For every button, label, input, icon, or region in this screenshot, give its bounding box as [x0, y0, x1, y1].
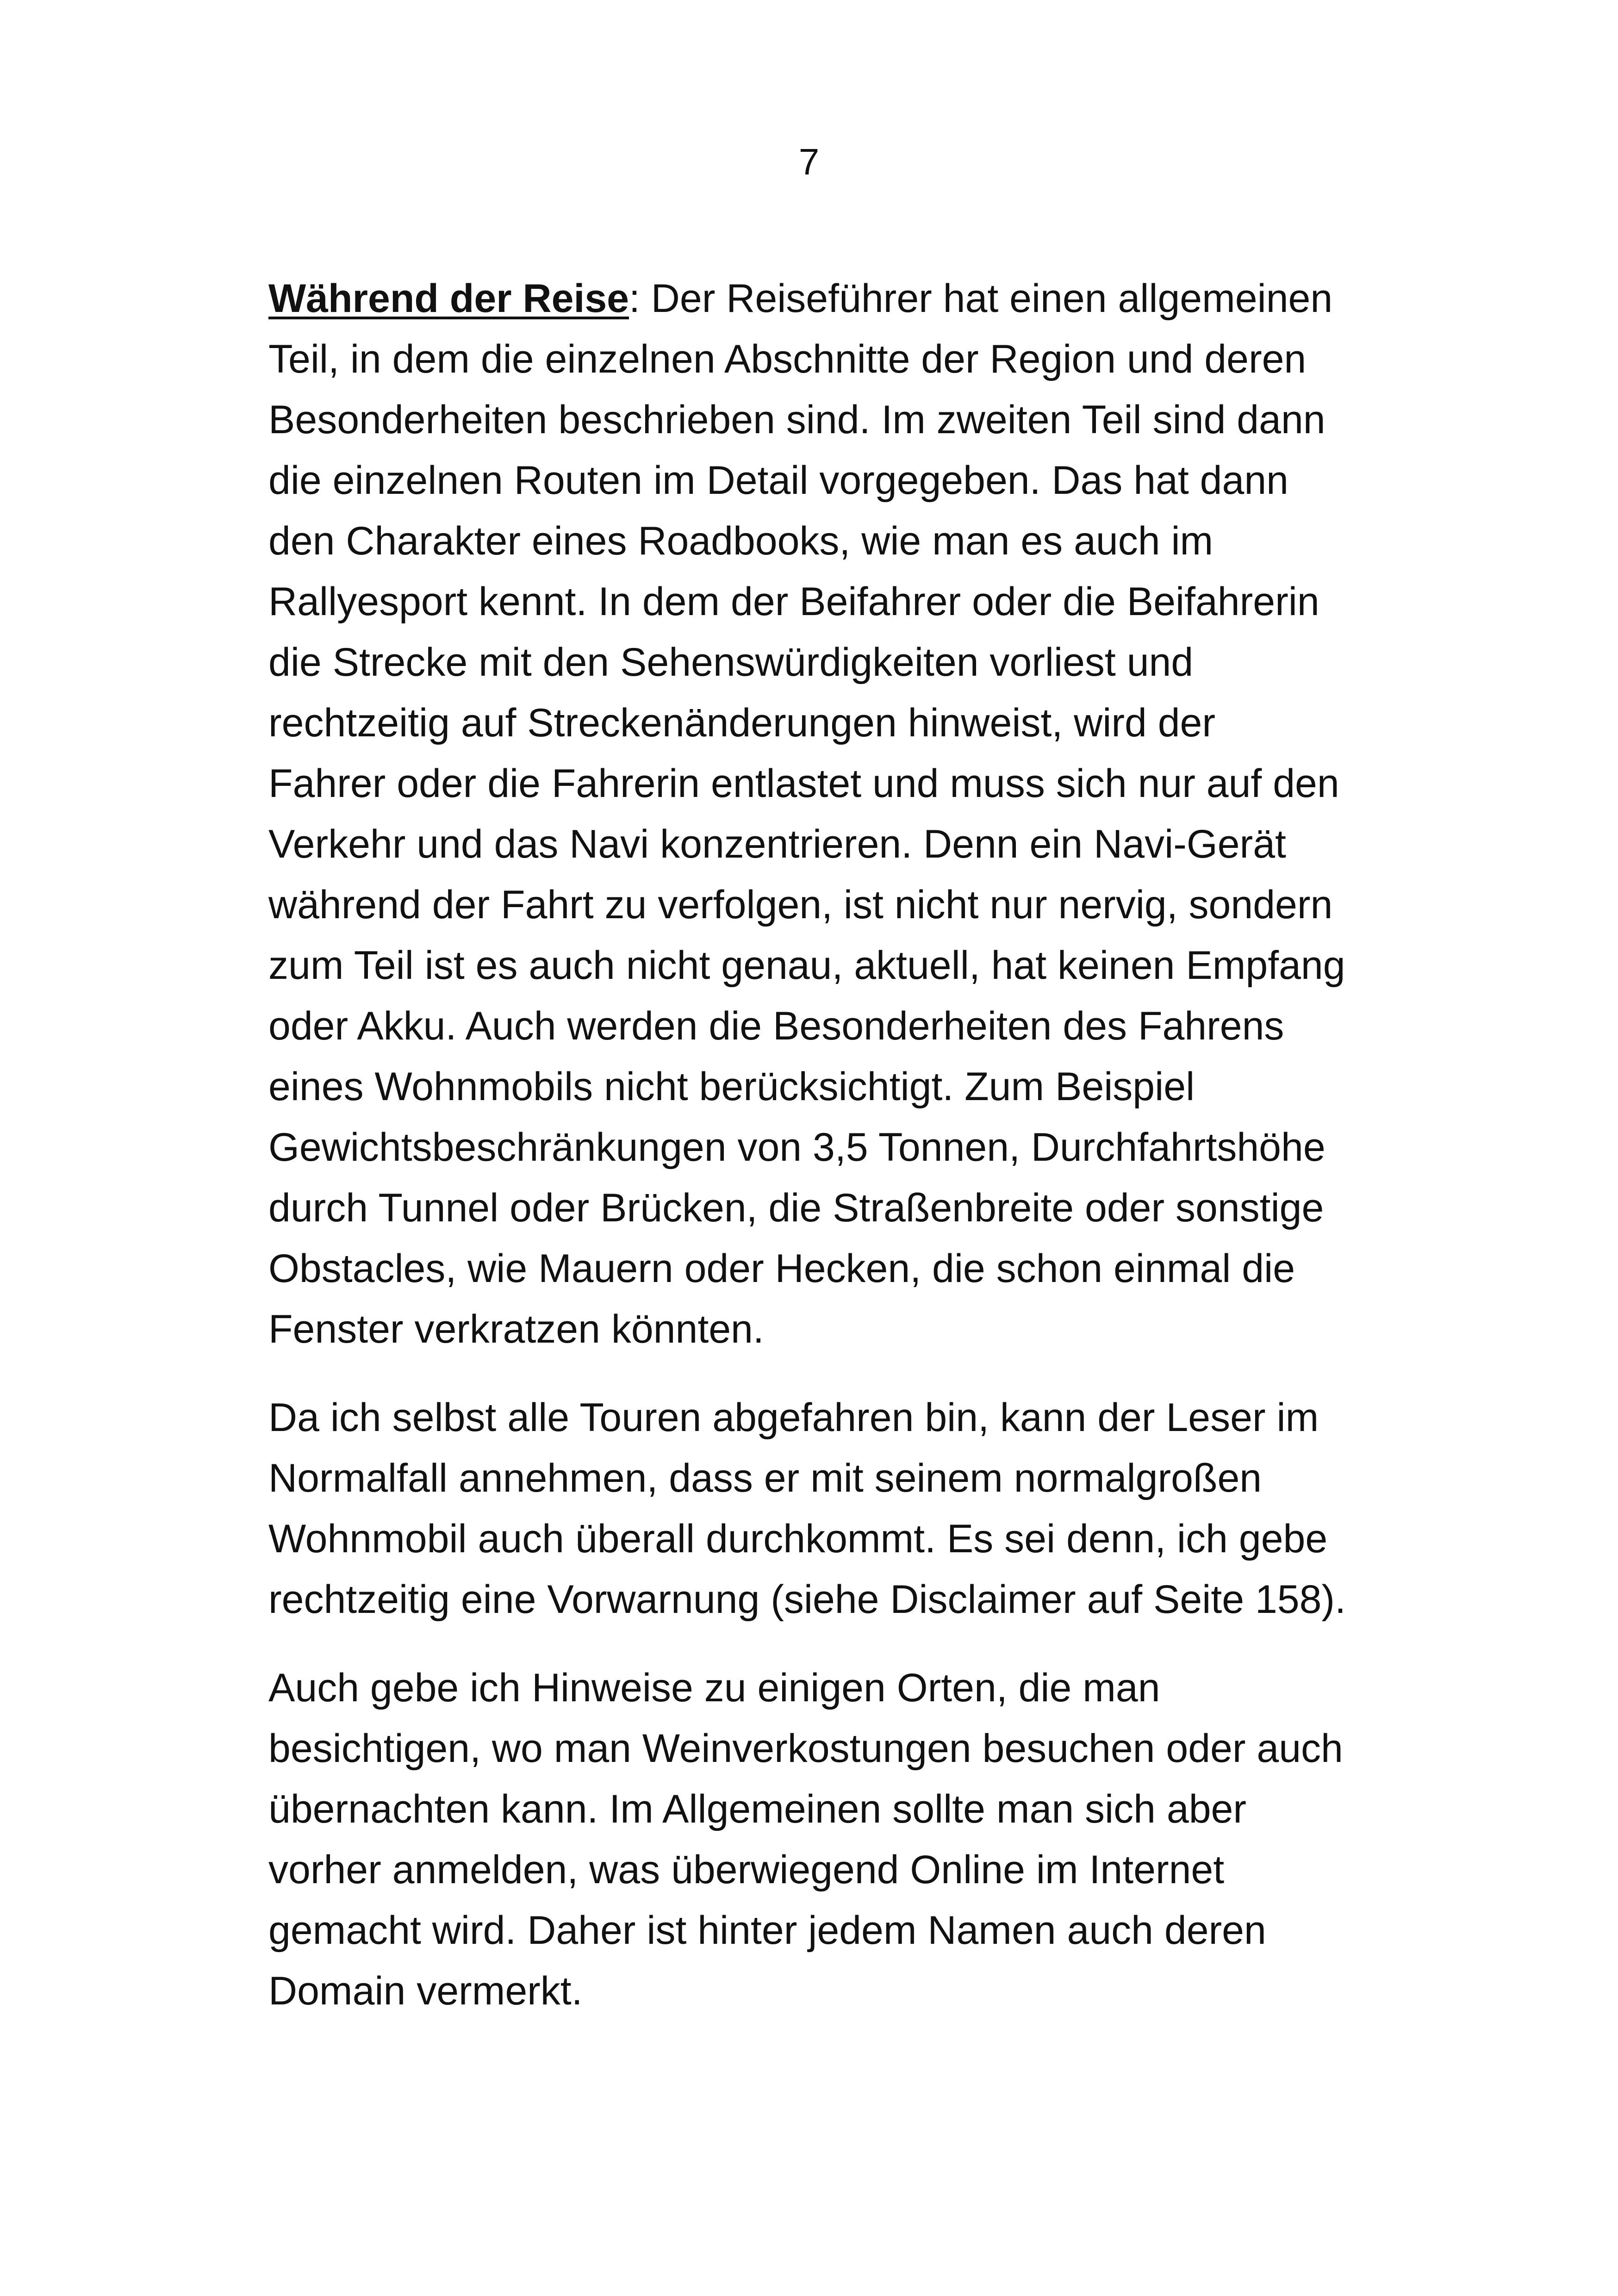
text-line: rechtzeitig eine Vorwarnung (siehe Disclaimer auf Seite 158).: [268, 1577, 1346, 1622]
text-line: vorher anmelden, was überwiegend Online im Internet: [268, 1848, 1225, 1892]
text-line: Besonderheiten beschrieben sind. Im zweiten Teil sind dann: [268, 398, 1326, 442]
paragraph-tours: [268, 1388, 1453, 1630]
text-line: Rallyesport kennt. In dem der Beifahrer oder die Beifahrerin: [268, 579, 1319, 624]
text-line: zum Teil ist es auch nicht genau, aktuell, hat keinen Empfang: [268, 943, 1345, 988]
text-line: übernachten kann. Im Allgemeinen sollte man sich aber: [268, 1787, 1247, 1831]
text-line: Da ich selbst alle Touren abgefahren bin, kann der Leser im: [268, 1395, 1319, 1440]
text-line: besichtigen, wo man Weinverkostungen besuchen oder auch: [268, 1726, 1343, 1771]
text-line: den Charakter eines Roadbooks, wie man es auch im: [268, 519, 1214, 563]
text-line: Wohnmobil auch überall durchkommt. Es sei denn, ich gebe: [268, 1517, 1328, 1561]
text-line: [268, 268, 1453, 329]
text-line: Normalfall annehmen, dass er mit seinem normalgroßen: [268, 1456, 1262, 1500]
text-line: rechtzeitig auf Streckenänderungen hinweist, wird der: [268, 701, 1216, 745]
text-line: die Strecke mit den Sehenswürdigkeiten vorliest und: [268, 640, 1194, 684]
text-line: eines Wohnmobils nicht berücksichtigt. Zum Beispiel: [268, 1064, 1195, 1109]
text-line: Domain vermerkt.: [268, 1969, 583, 2013]
text-line-rest: : Der Reiseführer hat einen allgemeinen: [629, 276, 1333, 321]
text-line: gemacht wird. Daher ist hinter jedem Namen auch deren: [268, 1908, 1266, 1953]
text-line: die einzelnen Routen im Detail vorgegeben. Das hat dann: [268, 458, 1289, 503]
text-line: oder Akku. Auch werden die Besonderheiten des Fahrens: [268, 1004, 1284, 1048]
text-line: durch Tunnel oder Brücken, die Straßenbreite oder sonstige: [268, 1186, 1324, 1230]
text-line: Teil, in dem die einzelnen Abschnitte der Region und deren: [268, 337, 1307, 381]
body-text: [268, 268, 1453, 2049]
text-line: Fenster verkratzen könnten.: [268, 1307, 764, 1351]
text-line: Obstacles, wie Mauern oder Hecken, die schon einmal die: [268, 1246, 1295, 1291]
text-line: Gewichtsbeschränkungen von 3,5 Tonnen, Durchfahrtshöhe: [268, 1125, 1326, 1170]
page-number: 7: [798, 141, 820, 182]
paragraph-hints: [268, 1658, 1453, 2022]
text-line: Auch gebe ich Hinweise zu einigen Orten, die man: [268, 1666, 1160, 1710]
section-heading: Während der Reise: [268, 276, 629, 321]
text-line: Fahrer oder die Fahrerin entlastet und muss sich nur auf den: [268, 761, 1339, 806]
text-line: Verkehr und das Navi konzentrieren. Denn ein Navi-Gerät: [268, 822, 1286, 866]
paragraph-travel: [268, 268, 1453, 1360]
text-line: während der Fahrt zu verfolgen, ist nicht nur nervig, sondern: [268, 883, 1333, 927]
